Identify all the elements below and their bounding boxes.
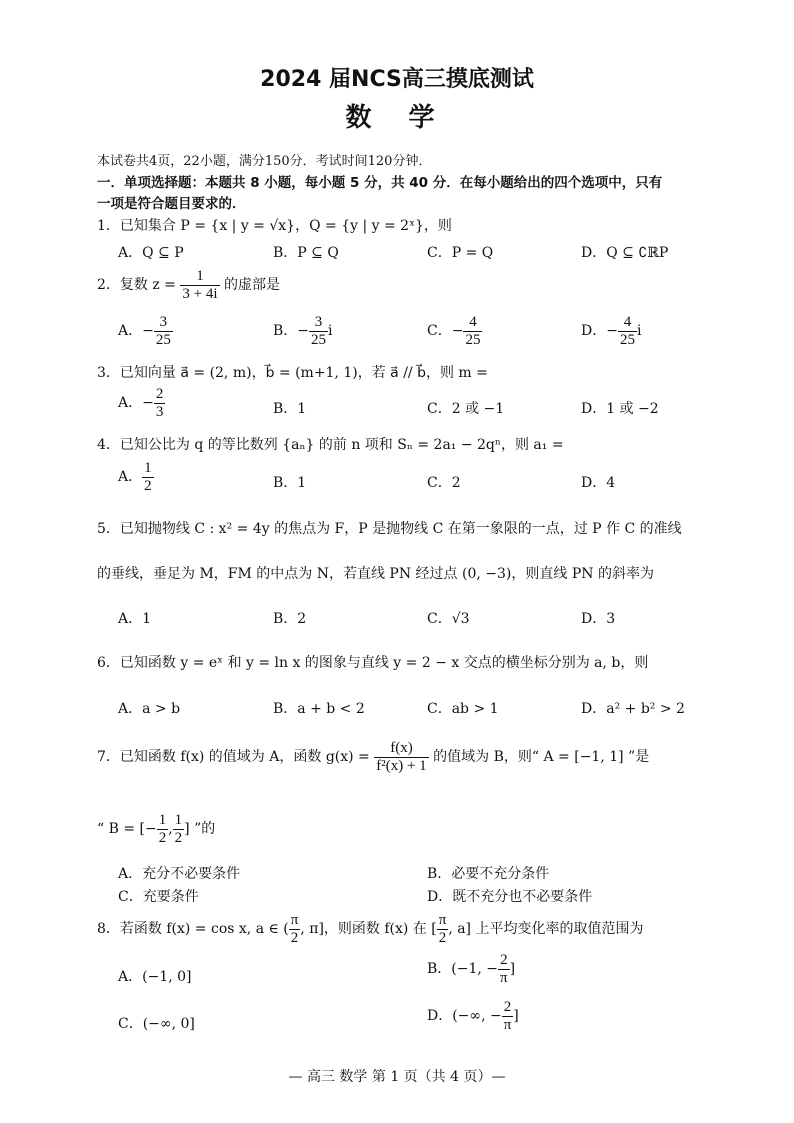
- question-3-option-d: D．1 或 −2: [581, 401, 659, 417]
- question-2-option-c: [427, 314, 482, 348]
- fraction-numerator: 2: [502, 999, 514, 1017]
- question-7-stem: [97, 740, 649, 774]
- question-1-option-b: B．P ⊆ Q: [273, 245, 339, 261]
- fraction-numerator: 1: [174, 812, 183, 828]
- option-fraction: [142, 460, 154, 494]
- fraction-pi-over-2: [289, 912, 301, 946]
- option-letter: D．−: [581, 323, 618, 339]
- question-7-stem-pre: 7．已知函数 f(x) 的值域为 A，函数 g(x) =: [97, 749, 370, 765]
- question-6-option-a: A．a > b: [118, 701, 181, 717]
- question-7-stem-line2: [97, 812, 215, 846]
- option-post: ]: [513, 1008, 519, 1024]
- question-5-option-b: B．2: [273, 611, 307, 627]
- question-3-stem: 3．已知向量 a⃗ = (2, m)，b⃗ = (m+1, 1)，若 a⃗ // b⃗，则 m =: [97, 365, 488, 381]
- fraction-denominator: 25: [619, 331, 635, 348]
- question-8-option-d: [427, 999, 519, 1033]
- fraction-denominator: 2: [144, 477, 152, 494]
- question-2-stem: [97, 268, 280, 302]
- question-8-stem: [97, 912, 643, 946]
- fraction-numerator: 1: [144, 460, 152, 476]
- question-8-option-c: C．(−∞, 0]: [118, 1016, 195, 1032]
- question-6-option-b: B．a + b < 2: [273, 701, 365, 717]
- option-fraction: [498, 952, 510, 986]
- option-letter: C．−: [427, 323, 464, 339]
- question-1-stem: 1．已知集合 P = {x | y = √x}，Q = {y | y = 2ˣ}，则: [97, 218, 452, 234]
- option-suffix: i: [328, 323, 333, 339]
- section-heading-line1: 一．单项选择题：本题共 8 小题，每小题 5 分，共 40 分．在每小题给出的四个选项中，只有: [97, 175, 663, 191]
- exam-title: 2024 届NCS高三摸底测试: [260, 67, 534, 92]
- fraction-denominator: π: [503, 1016, 512, 1033]
- page-footer: — 高三 数学 第 1 页（共 4 页）—: [288, 1069, 506, 1085]
- fraction-numerator: 2: [155, 386, 164, 402]
- question-6-stem: 6．已知函数 y = eˣ 和 y = ln x 的图象与直线 y = 2 − x 交点的横坐标分别为 a, b，则: [97, 655, 649, 671]
- q8-stem-pre: 8．若函数 f(x) = cos x, a ∈ (: [97, 921, 289, 937]
- question-4-option-d: D．4: [581, 475, 616, 491]
- fraction-denominator: 2: [438, 929, 447, 946]
- fraction-numerator: 4: [618, 314, 637, 332]
- fraction-numerator: 3: [154, 314, 173, 332]
- fraction-denominator: π: [500, 969, 508, 986]
- question-6-option-d: D．a² + b² > 2: [581, 701, 685, 717]
- question-7-option-c: C．充要条件: [118, 889, 199, 905]
- fraction-numerator: 3: [309, 314, 328, 332]
- fraction-numerator: 1: [180, 268, 219, 286]
- option-fraction: [502, 999, 514, 1033]
- fraction-denominator: 2: [158, 829, 167, 846]
- question-5-option-d: D．3: [581, 611, 616, 627]
- fraction-pi-over-2: [437, 912, 449, 946]
- question-2-option-a: [118, 314, 173, 348]
- option-pre: D．(−∞, −: [427, 1008, 502, 1024]
- fraction-denominator: 3 + 4i: [182, 285, 218, 302]
- question-1-option-c: C．P = Q: [427, 245, 494, 261]
- fraction-one-half: [157, 812, 169, 846]
- question-7-option-d: D．既不充分也不必要条件: [427, 889, 593, 905]
- fraction-denominator: f²(x) + 1: [376, 757, 427, 774]
- question-4-stem: 4．已知公比为 q 的等比数列 {aₙ} 的前 n 项和 Sₙ = 2a₁ − 2qⁿ，则 a₁ =: [97, 437, 564, 453]
- option-fraction: [618, 314, 637, 348]
- line2-mid: ,: [168, 821, 173, 837]
- option-post: ]: [509, 961, 516, 977]
- section-heading-line2: 一项是符合题目要求的．: [97, 196, 246, 212]
- subject-title: 数 学: [345, 103, 449, 133]
- option-letter: A．−: [118, 395, 154, 411]
- fraction-one-half: [173, 812, 185, 846]
- fraction-numerator: f(x): [374, 740, 428, 758]
- option-fraction: [463, 314, 482, 348]
- fraction-denominator: 25: [155, 331, 171, 348]
- option-letter: B．−: [273, 323, 310, 339]
- question-5-stem-line1: 5．已知抛物线 C : x² = 4y 的焦点为 F，P 是抛物线 C 在第一象限的一点，过 P 作 C 的准线: [97, 521, 682, 537]
- question-7-fraction: [374, 740, 428, 774]
- question-2-fraction: [180, 268, 219, 302]
- q8-stem-post: , a] 上平均变化率的取值范围为: [448, 921, 644, 937]
- option-fraction: [154, 386, 166, 420]
- question-3-option-a: [118, 386, 165, 420]
- question-8-option-a: A．(−1, 0]: [118, 969, 192, 985]
- question-4-option-a: [118, 460, 154, 494]
- question-1-option-a: A．Q ⊆ P: [118, 245, 184, 261]
- question-3-option-b: B．1: [273, 401, 307, 417]
- question-1-option-d: D．Q ⊆ ∁ℝP: [581, 245, 669, 261]
- option-letter: A．: [118, 469, 143, 485]
- fraction-numerator: 4: [463, 314, 482, 332]
- option-fraction: [309, 314, 328, 348]
- fraction-denominator: 3: [155, 403, 164, 420]
- question-2-stem-post: 的虚部是: [223, 277, 280, 293]
- option-pre: B．(−1, −: [427, 961, 499, 977]
- question-5-option-a: A．1: [118, 611, 152, 627]
- line2-post: ] ”的: [184, 821, 216, 837]
- question-3-option-c: C．2 或 −1: [427, 401, 505, 417]
- question-8-option-b: [427, 952, 515, 986]
- question-4-option-c: C．2: [427, 475, 461, 491]
- question-4-option-b: B．1: [273, 475, 307, 491]
- question-5-option-c: C．√3: [427, 611, 470, 627]
- fraction-numerator: π: [438, 912, 447, 928]
- q8-stem-mid: , π]，则函数 f(x) 在 [: [300, 921, 437, 937]
- question-6-option-c: C．ab > 1: [427, 701, 499, 717]
- fraction-denominator: 2: [174, 829, 183, 846]
- option-suffix: i: [636, 323, 642, 339]
- fraction-numerator: 1: [158, 812, 167, 828]
- fraction-denominator: 2: [290, 929, 299, 946]
- option-letter: A．−: [118, 323, 154, 339]
- question-7-option-b: B．必要不充分条件: [427, 866, 550, 882]
- question-2-option-b: [273, 314, 333, 348]
- question-5-stem-line2: 的垂线，垂足为 M，FM 的中点为 N，若直线 PN 经过点 (0, −3)，则直线 PN 的斜率为: [97, 566, 654, 582]
- line2-pre: “ B = [−: [97, 821, 157, 837]
- option-fraction: [154, 314, 173, 348]
- question-7-option-a: A．充分不必要条件: [118, 866, 241, 882]
- fraction-numerator: 2: [498, 952, 510, 970]
- question-2-option-d: [581, 314, 641, 348]
- fraction-denominator: 25: [311, 331, 327, 348]
- question-2-stem-pre: 2．复数 z =: [97, 277, 176, 293]
- exam-intro: 本试卷共4页，22小题，满分150分．考试时间120分钟．: [97, 154, 432, 169]
- fraction-denominator: 25: [465, 331, 481, 348]
- fraction-numerator: π: [290, 912, 299, 928]
- question-7-stem-post: 的值域为 B，则“ A = [−1, 1] ”是: [433, 749, 650, 765]
